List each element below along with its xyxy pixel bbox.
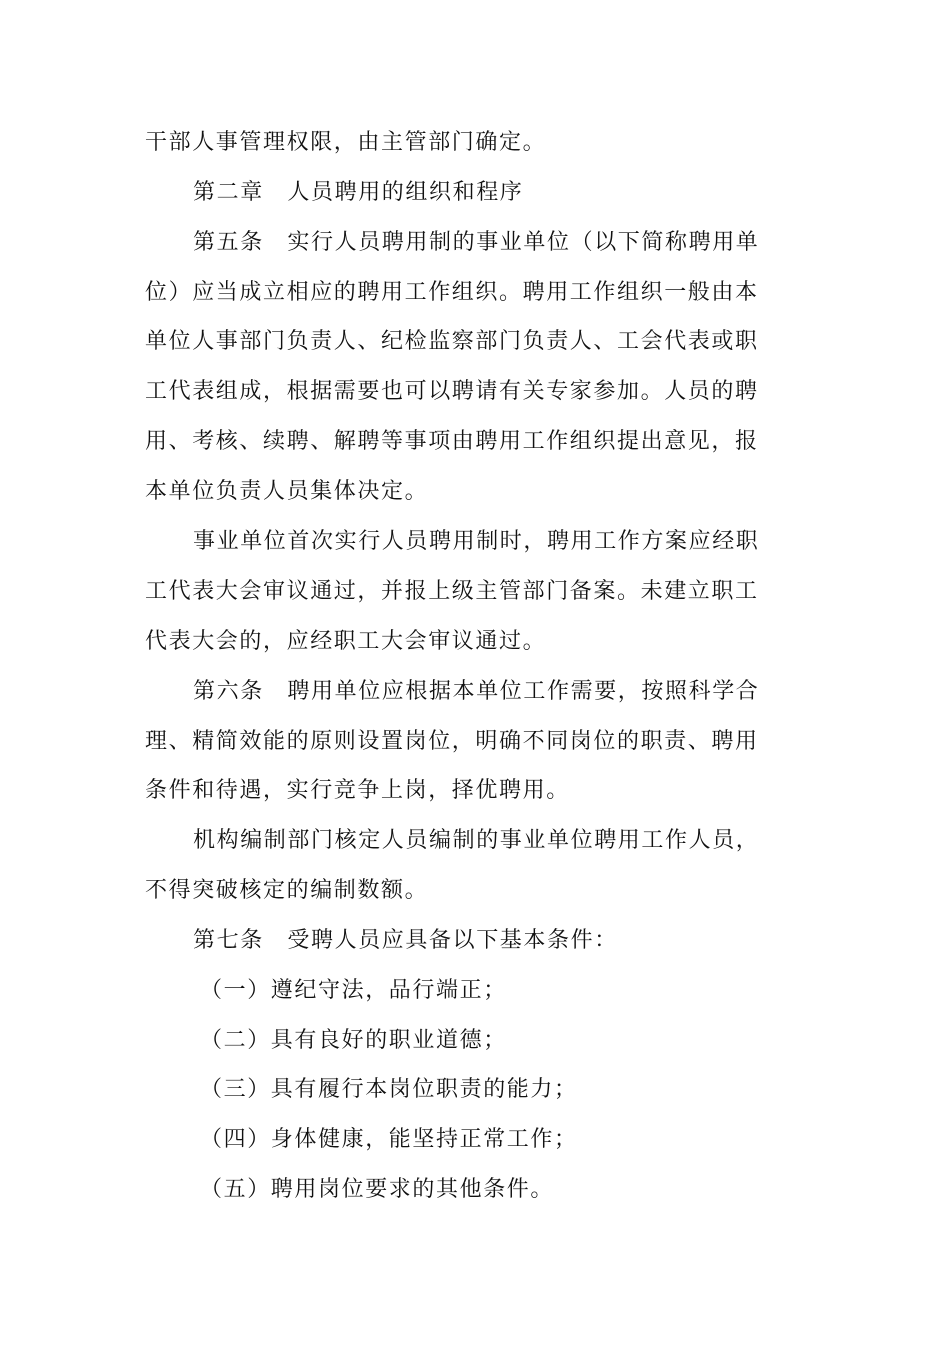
text-line: 工代表大会审议通过，并报上级主管部门备案。未建立职工: [145, 579, 759, 604]
article-7-text: 第七条 受聘人员应具备以下基本条件：: [193, 928, 618, 953]
text-line: 位）应当成立相应的聘用工作组织。聘用工作组织一般由本: [145, 280, 759, 305]
text-line: 理、精简效能的原则设置岗位，明确不同岗位的职责、聘用: [145, 729, 759, 754]
text-line: 干部人事管理权限，由主管部门确定。: [145, 130, 547, 155]
list-item: （四）身体健康，能坚持正常工作；: [200, 1127, 578, 1152]
text-line: 工代表组成，根据需要也可以聘请有关专家参加。人员的聘: [145, 379, 759, 404]
article-5-text: 第五条 实行人员聘用制的事业单位（以下简称聘用单: [193, 230, 760, 255]
list-item: （五）聘用岗位要求的其他条件。: [200, 1177, 555, 1202]
text-line: 代表大会的，应经职工大会审议通过。: [145, 629, 547, 654]
list-item: （一）遵纪守法，品行端正；: [200, 978, 507, 1003]
text-line: 单位人事部门负责人、纪检监察部门负责人、工会代表或职: [145, 329, 759, 354]
text-line: 不得突破核定的编制数额。: [145, 878, 429, 903]
paragraph-text: 事业单位首次实行人员聘用制时，聘用工作方案应经职: [193, 529, 760, 554]
text-line: 本单位负责人员集体决定。: [145, 479, 429, 504]
chapter-heading: 第二章 人员聘用的组织和程序: [193, 180, 524, 205]
text-line: 条件和待遇，实行竞争上岗，择优聘用。: [145, 778, 570, 803]
paragraph-text: 机构编制部门核定人员编制的事业单位聘用工作人员，: [193, 828, 760, 853]
text-line: 用、考核、续聘、解聘等事项由聘用工作组织提出意见，报: [145, 429, 759, 454]
article-6-text: 第六条 聘用单位应根据本单位工作需要，按照科学合: [193, 679, 760, 704]
list-item: （三）具有履行本岗位职责的能力；: [200, 1077, 578, 1102]
list-item: （二）具有良好的职业道德；: [200, 1028, 507, 1053]
